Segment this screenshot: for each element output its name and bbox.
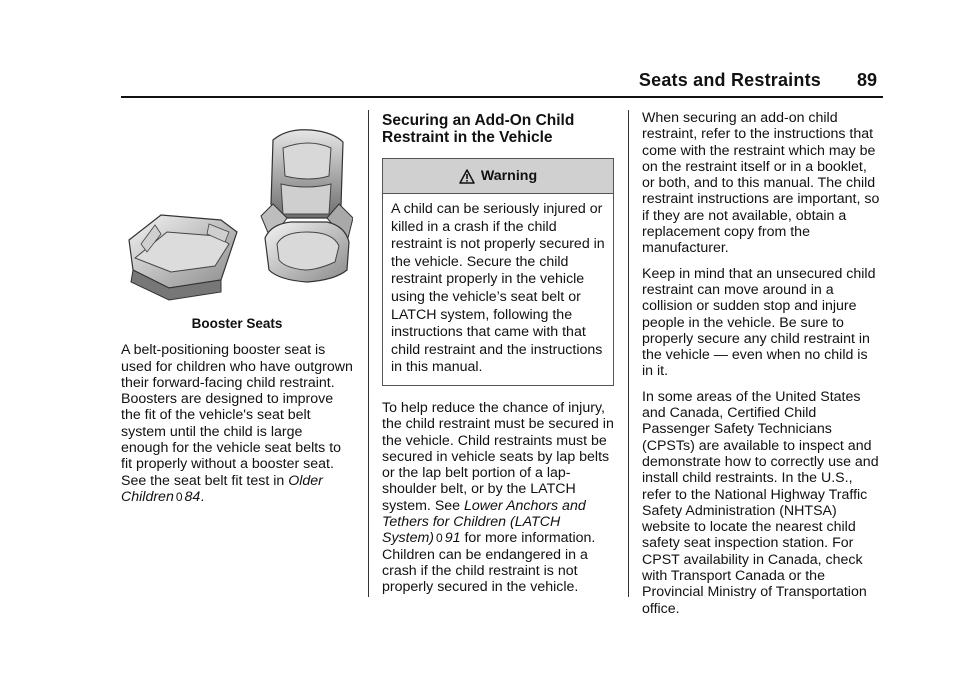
- page-ref-icon: 0: [436, 531, 443, 546]
- header-rule: [121, 96, 883, 98]
- page-number: 89: [856, 70, 877, 90]
- securing-text-a: To help reduce the chance of injury, the child restraint must be secured in the vehicle. Child restraints must be secured in vehicle seats by lap belts or the lap belt portion of a lap-shoulder belt, or by the LATCH system. See: [382, 399, 614, 514]
- column-divider-1: [368, 110, 369, 597]
- warning-text: A child can be seriously injured or killed in a crash if the child restraint is not properly secured in the vehicle. Secure the child restraint properly in the vehicle using the vehicle’s seat belt or LATCH system, following the instructions that came with that child restraint and the instructions in this manual.: [391, 201, 605, 376]
- latch-link[interactable]: Lower Anchors and Tethers for Children (LATCH System): [382, 497, 586, 547]
- section-title: Seats and Restraints: [638, 70, 821, 90]
- middle-column: [382, 110, 614, 605]
- warning-box: [382, 158, 614, 386]
- left-column: [121, 110, 353, 514]
- warning-triangle-icon: [459, 169, 475, 184]
- section-heading: Securing an Add-On Child Restraint in the Vehicle: [382, 112, 575, 146]
- booster-paragraph: [121, 342, 353, 505]
- high-back-booster-icon: [261, 130, 353, 282]
- figure-caption: Booster Seats: [191, 316, 283, 331]
- backless-booster-icon: [129, 215, 237, 300]
- older-children-link[interactable]: Older Children: [121, 472, 323, 505]
- page-header: [121, 66, 883, 98]
- warning-title: Warning: [480, 167, 538, 184]
- booster-seat-illustration: [121, 120, 353, 310]
- securing-text-b: for more information. Children can be endangered in a crash if the child restraint is not properly secured in the vehicle.: [382, 530, 596, 596]
- column-divider-2: [628, 110, 629, 597]
- unsecured-paragraph: Keep in mind that an unsecured child restraint can move around in a collision or sudden stop and injure people in the vehicle. Be sure to properly secure any child restraint in the vehicle — even when no child is in it.: [642, 265, 876, 380]
- page-ref-icon: 0: [175, 489, 183, 504]
- instructions-paragraph: When securing an add-on child restraint, refer to the instructions that come with the restraint which may be on the restraint itself or in a booklet, or both, and to this manual. The child restraint instructions are important, so if they are not available, obtain a replacement copy from the manufacturer.: [642, 110, 880, 257]
- booster-seats-illustration: [121, 120, 353, 310]
- older-children-page-ref[interactable]: 84: [184, 488, 201, 505]
- booster-body-text: A belt-positioning booster seat is used for children who have outgrown their forward-facing child restraint. Boosters are designed to improve the fit of the vehicle's seat belt system until the child is large enough for the vehicle seat belts to fit properly without a booster seat. See the seat belt fit test in: [121, 342, 353, 489]
- securing-paragraph: [382, 400, 614, 596]
- latch-page-ref[interactable]: 91: [444, 530, 461, 547]
- cpst-paragraph: In some areas of the United States and Canada, Certified Child Passenger Safety Technicians (CPSTs) are available to inspect and demonstrate how to correctly use and install child restraints. In the U.S., refer to the National Highway Traffic Safety Administration (NHTSA) website to locate the nearest child safety seat inspection station. For CPST availability in Canada, check with Transport Canada or the Provincial Ministry of Transportation office.: [642, 388, 879, 617]
- right-column: [642, 110, 882, 626]
- warning-header: [383, 159, 613, 194]
- sentence-end: .: [200, 488, 205, 505]
